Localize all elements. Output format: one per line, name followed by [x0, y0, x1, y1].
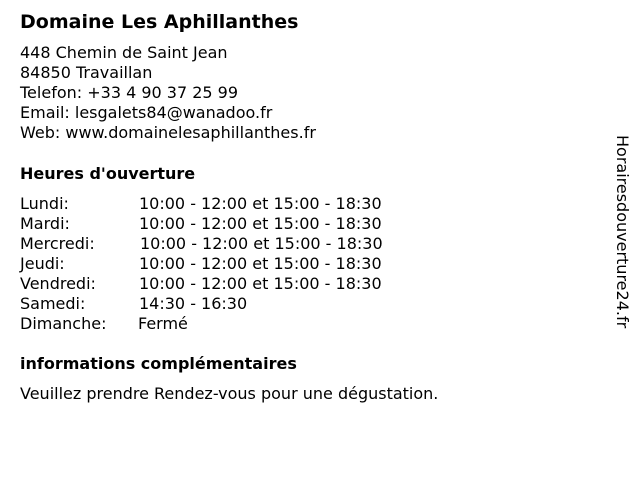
additional-info-heading: informations complémentaires — [20, 354, 297, 373]
hours-value: 10:00 - 12:00 et 15:00 - 18:30 — [139, 254, 382, 273]
hours-value: 10:00 - 12:00 et 15:00 - 18:30 — [139, 274, 382, 293]
phone-number: Telefon: +33 4 90 37 25 99 — [20, 83, 239, 102]
site-watermark — [612, 135, 632, 370]
hours-value: 10:00 - 12:00 et 15:00 - 18:30 — [140, 234, 383, 253]
hours-value: Fermé — [138, 314, 188, 333]
business-title: Domaine Les Aphillanthes — [20, 11, 299, 33]
opening-hours-heading: Heures d'ouverture — [20, 164, 196, 183]
day-label: Mercredi: — [20, 234, 95, 253]
watermark-text: Horairesdouverture24.fr — [613, 135, 632, 329]
day-label: Jeudi: — [20, 254, 65, 273]
address-street: 448 Chemin de Saint Jean — [20, 43, 228, 62]
day-label: Lundi: — [20, 194, 69, 213]
day-label: Samedi: — [20, 294, 86, 313]
website-address: Web: www.domainelesaphillanthes.fr — [20, 123, 316, 142]
hours-value: 14:30 - 16:30 — [139, 294, 248, 313]
additional-info-text: Veuillez prendre Rendez-vous pour une dégustation. — [20, 384, 439, 403]
address-city: 84850 Travaillan — [20, 63, 153, 82]
hours-value: 10:00 - 12:00 et 15:00 - 18:30 — [139, 214, 382, 233]
day-label: Mardi: — [20, 214, 70, 233]
email-address: Email: lesgalets84@wanadoo.fr — [20, 103, 273, 122]
day-label: Dimanche: — [20, 314, 107, 333]
day-label: Vendredi: — [20, 274, 96, 293]
hours-value: 10:00 - 12:00 et 15:00 - 18:30 — [139, 194, 382, 213]
contact-details — [20, 43, 316, 143]
